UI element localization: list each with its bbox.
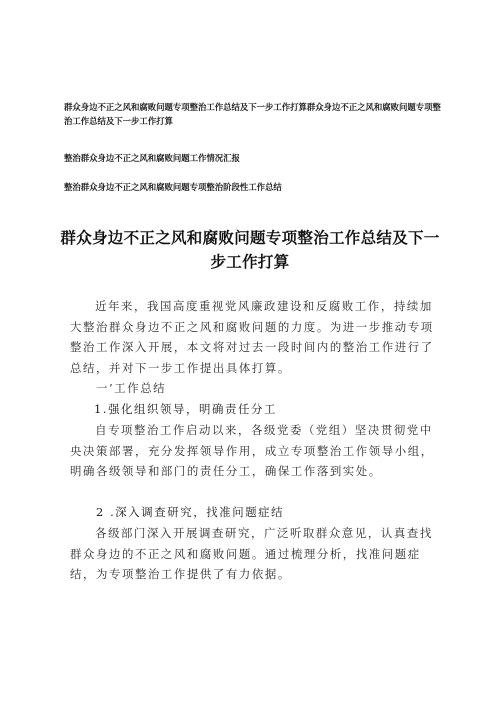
intro-paragraph: 近年来，我国高度重视党风廉政建设和反腐败工作，持续加大整治群众身边不正之风和腐败问题的力度。为进一步推动专项整治工作深入开展，本文将对过去一段时间内的整治工作进行了总结，并对下一步工作提出具体打算。 bbox=[70, 299, 434, 375]
toc-entry-3[interactable]: 整治群众身边不正之风和腐败问题专项整治阶段性工作总结 bbox=[64, 182, 282, 192]
section-heading-summary: 一’工作总结 bbox=[96, 381, 167, 395]
subsection-paragraph-1: 自专项整治工作启动以来，各级党委（党组）坚决贯彻党中央决策部署，充分发挥领导作用，成立专项整治工作领导小组，明确各级领导和部门的责任分工，确保工作落到实处。 bbox=[70, 423, 434, 478]
toc-entry-1[interactable]: 群众身边不正之风和腐败问题专项整治工作总结及下一步工作打算群众身边不正之风和腐败问题专项整治工作总结及下一步工作打算 bbox=[64, 102, 441, 126]
subsection-heading-2: 2 .深入调查研究，找准问题症结 bbox=[96, 505, 285, 519]
toc-entry-2[interactable]: 整治群众身边不正之风和腐败问题工作情况汇报 bbox=[64, 153, 240, 163]
document-title: 群众身边不正之风和腐败问题专项整治工作总结及下一步工作打算 bbox=[60, 229, 440, 271]
subsection-paragraph-2: 各级部门深入开展调查研究，广泛听取群众意见，认真查找群众身边的不正之风和腐败问题。通过梳理分析，找准问题症结，为专项整治工作提供了有力依据。 bbox=[70, 526, 433, 581]
subsection-heading-1: 1.强化组织领导，明确责任分工 bbox=[94, 402, 277, 416]
